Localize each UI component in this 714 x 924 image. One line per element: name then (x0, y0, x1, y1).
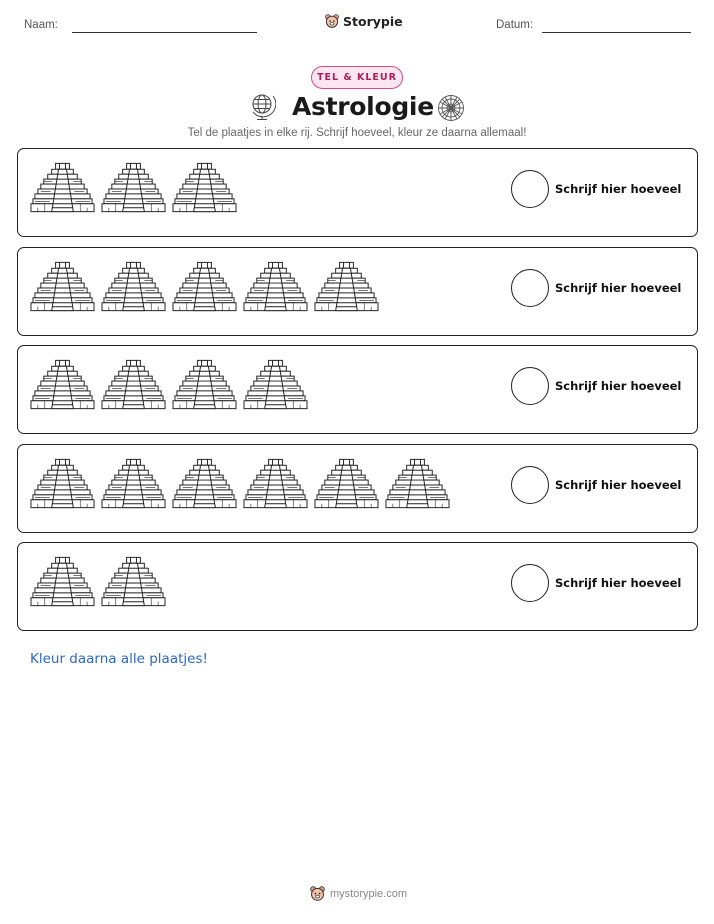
footer-instruction: Kleur daarna alle plaatjes! (30, 651, 208, 667)
step-pyramid-icon (101, 458, 166, 510)
step-pyramid-icon (101, 359, 166, 411)
counting-row (17, 148, 698, 237)
step-pyramid-icon (172, 162, 237, 214)
site-url: mystorypie.com (330, 887, 408, 900)
step-pyramid-icon (101, 556, 166, 608)
answer-label: Schrijf hier hoeveel (555, 477, 682, 492)
step-pyramid-icon (243, 359, 308, 411)
name-label: Naam: (24, 19, 58, 31)
step-pyramid-icon (243, 261, 308, 313)
date-line[interactable] (542, 32, 691, 33)
pyramid-group (30, 458, 450, 510)
step-pyramid-icon (30, 261, 95, 313)
brand-logo (324, 13, 403, 29)
answer-circle[interactable] (511, 367, 549, 405)
page-title: Astrologie (292, 92, 434, 121)
instruction-text: Tel de plaatjes in elke rij. Schrijf hoeveel, kleur ze daarna allemaal! (187, 127, 527, 139)
step-pyramid-icon (30, 458, 95, 510)
step-pyramid-icon (30, 359, 95, 411)
answer-label: Schrijf hier hoeveel (555, 280, 682, 295)
zodiac-wheel-icon (437, 94, 465, 122)
answer-label: Schrijf hier hoeveel (555, 379, 682, 393)
name-line[interactable] (72, 32, 257, 33)
counting-row (17, 542, 698, 631)
step-pyramid-icon (385, 458, 450, 510)
step-pyramid-icon (30, 162, 95, 214)
answer-label: Schrijf hier hoeveel (555, 182, 682, 196)
pyramid-group (30, 359, 308, 411)
brand-name: Storypie (343, 13, 403, 29)
pyramid-group (30, 162, 237, 214)
counting-row (17, 247, 698, 336)
answer-circle[interactable] (511, 466, 549, 504)
step-pyramid-icon (314, 261, 379, 313)
bear-mascot-icon (309, 885, 326, 902)
date-label: Datum: (496, 19, 534, 31)
counting-rows (17, 148, 698, 641)
step-pyramid-icon (101, 162, 166, 214)
counting-row (17, 345, 698, 434)
step-pyramid-icon (172, 359, 237, 411)
answer-circle[interactable] (511, 170, 549, 208)
pyramid-group (30, 556, 166, 608)
answer-label: Schrijf hier hoeveel (555, 576, 682, 590)
globe-icon (250, 92, 276, 122)
step-pyramid-icon (101, 261, 166, 313)
counting-row (17, 444, 698, 533)
step-pyramid-icon (314, 458, 379, 510)
step-pyramid-icon (30, 556, 95, 608)
answer-circle[interactable] (511, 564, 549, 602)
step-pyramid-icon (243, 458, 308, 510)
answer-circle[interactable] (511, 269, 549, 307)
pyramid-group (30, 261, 379, 313)
footer-site (309, 885, 407, 902)
step-pyramid-icon (172, 261, 237, 313)
bear-mascot-icon (324, 13, 340, 29)
activity-badge: TEL & KLEUR (311, 66, 403, 89)
step-pyramid-icon (172, 458, 237, 510)
